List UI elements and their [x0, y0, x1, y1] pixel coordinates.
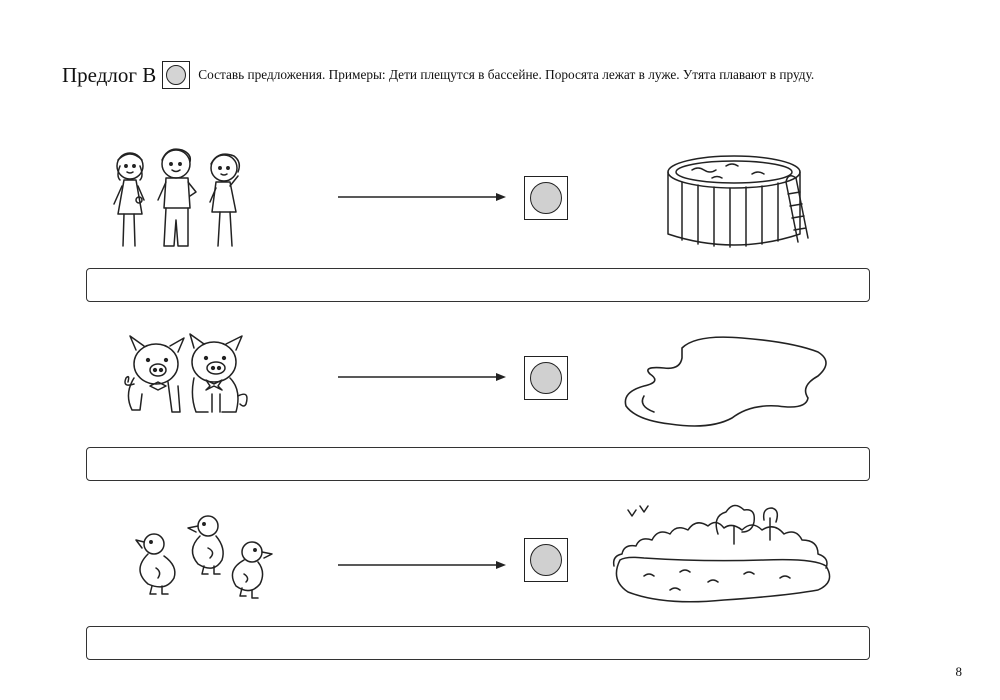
page-title: Предлог В: [62, 62, 157, 87]
answer-field-1[interactable]: [86, 268, 870, 302]
answer-field-3[interactable]: [86, 626, 870, 660]
answer-field-2[interactable]: [86, 447, 870, 481]
arrow-icon: [338, 372, 508, 382]
arrow-icon: [338, 560, 508, 570]
preposition-symbol-icon: [524, 176, 568, 220]
ducklings-icon: [118, 510, 274, 600]
exercise-row-3: [0, 500, 1000, 680]
piglets-icon: [118, 334, 254, 418]
preposition-symbol-icon: [162, 61, 190, 89]
children-icon: [108, 146, 248, 250]
preposition-symbol-icon: [524, 356, 568, 400]
instruction-text: Составь предложения. Примеры: Дети плещутся в бассейне. Поросята лежат в луже. Утята плавают в пруду.: [198, 67, 815, 82]
exercise-row-1: [0, 140, 1000, 320]
exercise-row-2: [0, 320, 1000, 500]
page-number: 8: [955, 664, 962, 679]
puddle-icon: [622, 334, 832, 430]
pond-icon: [604, 500, 840, 608]
arrow-icon: [338, 192, 508, 202]
header: [62, 58, 814, 92]
pool-icon: [662, 152, 812, 248]
preposition-symbol-icon: [524, 538, 568, 582]
